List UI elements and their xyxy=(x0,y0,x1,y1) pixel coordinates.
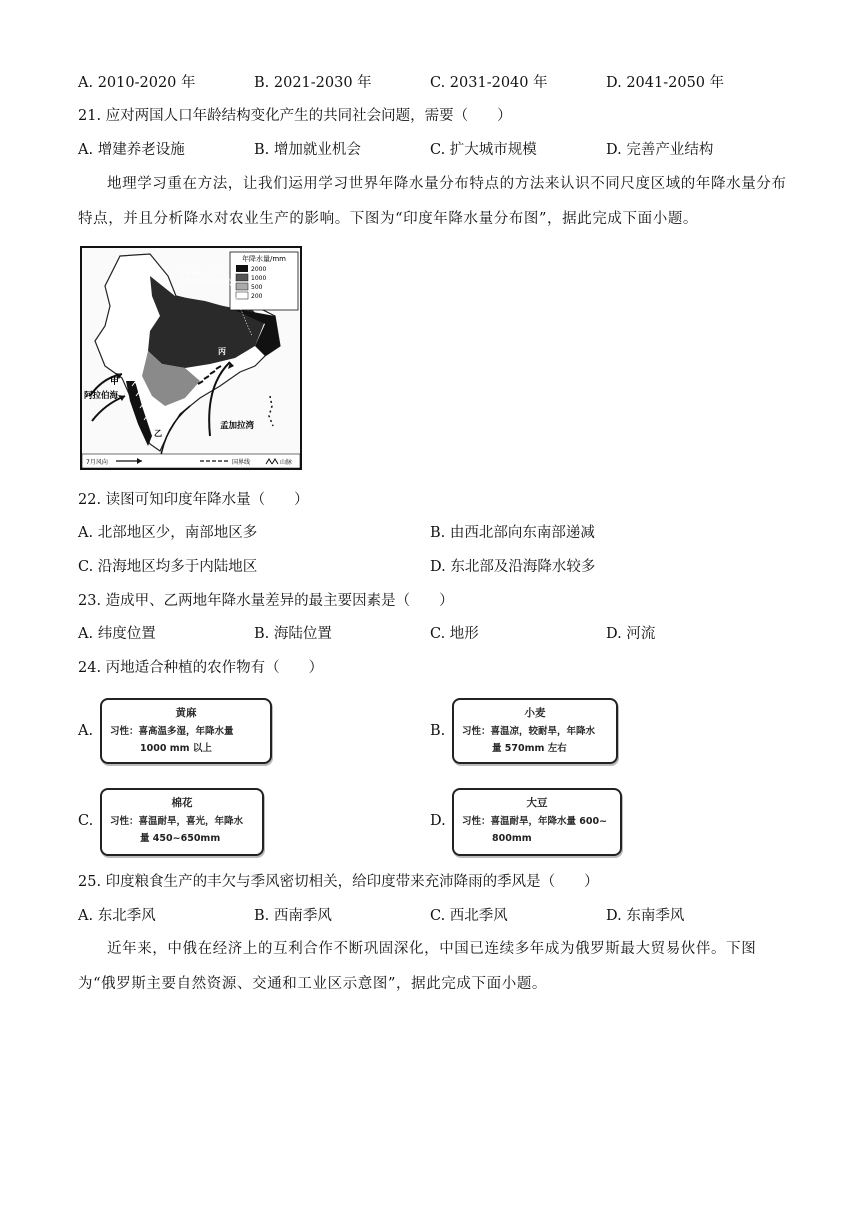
crop-card-line1: 习性：喜温凉，较耐旱，年降水 xyxy=(462,726,596,737)
q20-option-c: C. 2031-2040 年 xyxy=(430,75,548,91)
crop-card-line1: 习性：喜高温多湿，年降水量 xyxy=(110,726,234,737)
q25-option-a: A. 东北季风 xyxy=(78,908,156,924)
q20-option-d: D. 2041-2050 年 xyxy=(606,75,725,91)
map-legend-border: 国界线 xyxy=(232,459,251,466)
map-legend-value-3: 200 xyxy=(251,293,263,300)
crop-card-wheat xyxy=(452,698,618,764)
q23-option-d: D. 河流 xyxy=(606,626,656,642)
q25-option-c: C. 西北季风 xyxy=(430,908,508,924)
intro-paragraph-india: 地理学习重在方法，让我们运用学习世界年降水量分布特点的方法来认识不同尺度区域的年降水量分布特点，并且分析降水对农业生产的影响。下图为“印度年降水量分布图”，据此完成下面小题。 xyxy=(78,176,787,227)
crop-card-line2: 量 450~650mm xyxy=(140,833,221,844)
q24-option-c-letter: C. xyxy=(78,813,94,829)
q25-stem: 25. 印度粮食生产的丰欠与季风密切相关，给印度带来充沛降雨的季风是（ ） xyxy=(78,874,599,890)
crop-card-line2: 800mm xyxy=(492,833,532,844)
map-label-arabian-sea: 阿拉伯海 xyxy=(84,391,119,401)
map-note-line2: （年降水量超过11000毫米） xyxy=(178,279,238,284)
q24-option-d-letter: D. xyxy=(430,813,446,829)
q21-option-a: A. 增建养老设施 xyxy=(78,142,185,158)
q23-option-b: B. 海陆位置 xyxy=(254,626,332,642)
crop-card-title: 棉花 xyxy=(171,797,193,809)
crop-card-line1: 习性：喜温耐旱，年降水量 600~ xyxy=(462,816,608,827)
q21-option-c: C. 扩大城市规模 xyxy=(430,142,537,158)
crop-card-title: 大豆 xyxy=(526,797,548,809)
map-legend-value-0: 2000 xyxy=(251,266,267,273)
map-label-yi: 乙 xyxy=(154,429,162,438)
map-legend-value-2: 500 xyxy=(251,284,263,291)
intro-paragraph-russia: 近年来，中俄在经济上的互利合作不断巩固深化，中国已连续多年成为俄罗斯最大贸易伙伴。下图为“俄罗斯主要自然资源、交通和工业区示意图”，据此完成下面小题。 xyxy=(78,941,757,992)
map-label-bay-of-bengal: 孟加拉湾 xyxy=(220,421,255,431)
crop-card-title: 小麦 xyxy=(524,707,546,719)
crop-card-jute xyxy=(100,698,272,764)
q23-stem: 23. 造成甲、乙两地年降水量差异的最主要因素是（ ） xyxy=(78,593,454,609)
crop-card-cotton xyxy=(100,788,264,856)
q22-option-b: B. 由西北部向东南部递减 xyxy=(430,525,595,541)
map-label-bing: 丙 xyxy=(218,347,226,356)
q21-stem: 21. 应对两国人口年龄结构变化产生的共同社会问题，需要（ ） xyxy=(78,108,512,124)
q20-option-b: B. 2021-2030 年 xyxy=(254,75,372,91)
q22-option-d: D. 东北部及沿海降水较多 xyxy=(430,559,596,575)
q22-stem: 22. 读图可知印度年降水量（ ） xyxy=(78,492,309,508)
crop-card-line2: 1000 mm 以上 xyxy=(140,743,212,754)
q25-option-d: D. 东南季风 xyxy=(606,908,685,924)
q24-option-b-letter: B. xyxy=(430,723,446,739)
map-legend-value-1: 1000 xyxy=(251,275,267,282)
q22-option-a: A. 北部地区少，南部地区多 xyxy=(78,525,258,541)
q20-option-a: A. 2010-2020 年 xyxy=(78,75,196,91)
q23-option-c: C. 地形 xyxy=(430,626,479,642)
q21-option-d: D. 完善产业结构 xyxy=(606,142,714,158)
map-legend-wind: 7月风向 xyxy=(86,459,108,466)
crop-card-line1: 习性：喜温耐旱，喜光，年降水 xyxy=(110,816,244,827)
q24-stem: 24. 丙地适合种植的农作物有（ ） xyxy=(78,660,324,676)
q21-option-b: B. 增加就业机会 xyxy=(254,142,361,158)
crop-card-title: 黄麻 xyxy=(175,707,197,719)
india-rainfall-map xyxy=(80,246,302,470)
q22-option-c: C. 沿海地区均多于内陆地区 xyxy=(78,559,258,575)
map-legend-mountain: 山脉 xyxy=(280,459,293,466)
crop-card-soybean xyxy=(452,788,622,856)
map-legend-title: 年降水量/mm xyxy=(242,255,286,263)
q23-option-a: A. 纬度位置 xyxy=(78,626,156,642)
q25-option-b: B. 西南季风 xyxy=(254,908,332,924)
map-note-line1: 世界“雨极”—乞拉朋齐 xyxy=(180,272,226,277)
map-label-jia: 甲 xyxy=(110,377,120,387)
q24-option-a-letter: A. xyxy=(78,723,94,739)
crop-card-line2: 量 570mm 左右 xyxy=(492,743,567,754)
